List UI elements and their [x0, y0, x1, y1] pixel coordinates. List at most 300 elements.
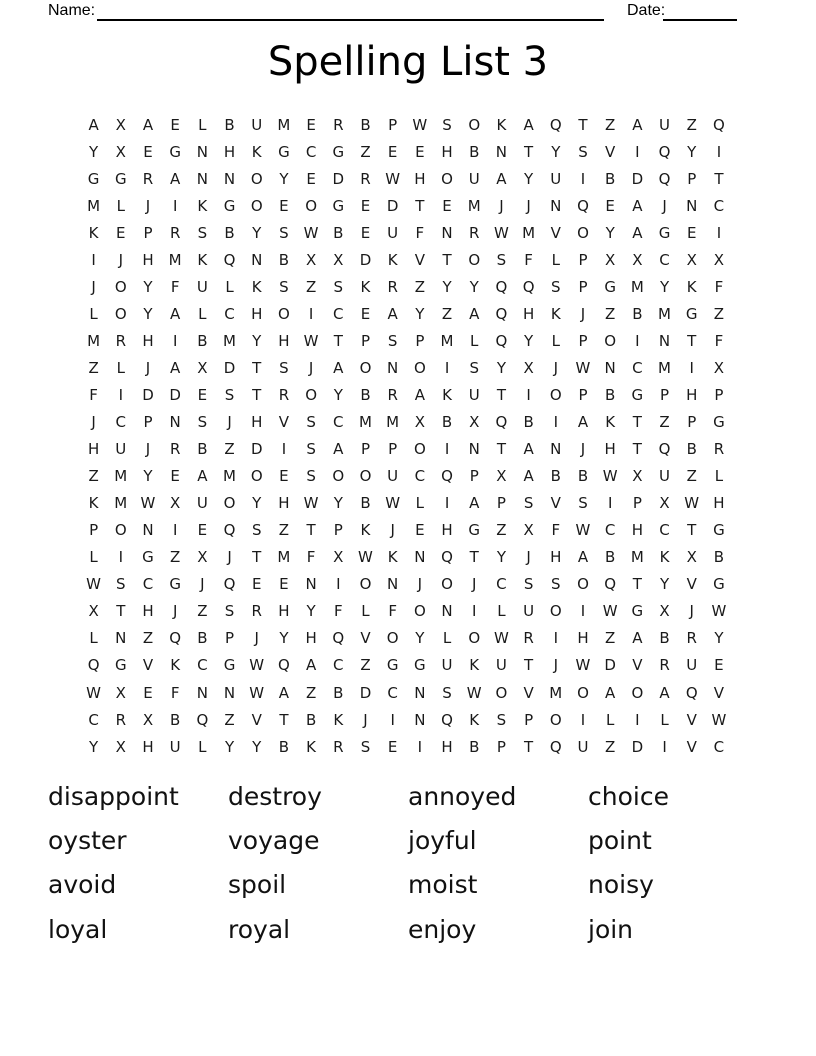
grid-letter: Z	[605, 304, 616, 323]
grid-letter: G	[87, 169, 100, 188]
grid-letter: S	[578, 142, 588, 161]
grid-letter: W	[711, 602, 727, 621]
grid-letter: J	[91, 277, 96, 296]
date-label: Date:	[627, 2, 666, 19]
grid-letter: N	[115, 629, 127, 648]
grid-letter: O	[359, 358, 372, 377]
grid-letter: N	[387, 575, 399, 594]
grid-letter: Q	[685, 683, 698, 702]
grid-letter: W	[303, 223, 319, 242]
grid-letter: W	[575, 521, 591, 540]
grid-letter: X	[115, 683, 126, 702]
grid-letter: C	[632, 358, 643, 377]
grid-letter: N	[414, 683, 426, 702]
grid-letter: E	[387, 142, 398, 161]
grid-letter: D	[332, 169, 345, 188]
grid-letter: N	[223, 683, 236, 702]
grid-letter: L	[551, 250, 560, 269]
grid-letter: Y	[687, 142, 697, 161]
grid-letter: Q	[441, 467, 453, 486]
word-list-item: choice	[588, 781, 669, 811]
grid-letter: V	[713, 683, 725, 702]
grid-letter: L	[551, 331, 560, 350]
grid-letter: K	[387, 548, 398, 567]
grid-letter: S	[523, 494, 534, 513]
grid-letter: Z	[686, 467, 697, 486]
grid-letter: W	[249, 683, 265, 702]
grid-letter: G	[414, 656, 426, 675]
grid-letter: Z	[659, 413, 670, 432]
grid-letter: I	[580, 710, 586, 729]
grid-letter: Y	[252, 223, 262, 242]
grid-letter: Z	[496, 521, 507, 540]
grid-letter: T	[415, 196, 425, 215]
grid-letter: B	[577, 467, 589, 486]
grid-letter: J	[526, 548, 531, 567]
grid-letter: A	[170, 358, 181, 377]
grid-letter: K	[469, 710, 480, 729]
grid-letter: T	[496, 440, 506, 459]
grid-letter: F	[89, 385, 98, 404]
grid-letter: B	[197, 440, 208, 459]
grid-letter: U	[659, 467, 671, 486]
grid-letter: P	[524, 710, 534, 729]
grid-letter: R	[333, 737, 344, 756]
grid-letter: T	[252, 548, 262, 567]
grid-letter: P	[578, 250, 588, 269]
grid-letter: E	[605, 196, 615, 215]
grid-letter: B	[659, 629, 670, 648]
grid-letter: E	[279, 575, 289, 594]
grid-letter: T	[252, 358, 262, 377]
grid-letter: P	[225, 629, 235, 648]
grid-letter: L	[605, 710, 615, 729]
grid-letter: F	[524, 250, 533, 269]
grid-letter: V	[278, 413, 290, 432]
grid-letter: E	[197, 385, 208, 404]
grid-letter: O	[250, 196, 263, 215]
grid-letter: W	[358, 548, 373, 567]
grid-letter: B	[333, 223, 344, 242]
grid-letter: K	[442, 385, 452, 404]
grid-letter: Y	[415, 304, 425, 323]
grid-letter: H	[142, 737, 154, 756]
grid-letter: L	[660, 710, 669, 729]
grid-letter: T	[524, 737, 534, 756]
grid-letter: G	[169, 575, 181, 594]
grid-letter: Z	[360, 142, 371, 161]
grid-letter: U	[550, 169, 562, 188]
grid-letter: U	[115, 440, 127, 459]
grid-letter: G	[223, 196, 236, 215]
grid-letter: S	[279, 223, 289, 242]
grid-letter: R	[115, 331, 126, 350]
grid-letter: M	[358, 413, 372, 432]
grid-letter: O	[577, 683, 589, 702]
grid-letter: N	[658, 331, 671, 350]
grid-letter: L	[116, 196, 125, 215]
grid-letter: I	[580, 602, 586, 621]
grid-letter: T	[306, 521, 316, 540]
grid-letter: C	[604, 521, 616, 540]
grid-letter: X	[88, 602, 99, 621]
grid-letter: Y	[306, 602, 316, 621]
grid-letter: G	[169, 142, 181, 161]
grid-letter: M	[549, 683, 563, 702]
grid-letter: D	[223, 358, 236, 377]
grid-letter: H	[713, 494, 725, 513]
grid-letter: X	[469, 413, 480, 432]
grid-letter: O	[305, 196, 317, 215]
grid-letter: B	[605, 385, 616, 404]
grid-letter: Y	[605, 223, 615, 242]
grid-letter: Z	[224, 710, 235, 729]
grid-letter: O	[577, 223, 589, 242]
word-list-item: avoid	[48, 870, 117, 900]
grid-letter: B	[197, 331, 208, 350]
grid-letter: J	[553, 656, 558, 675]
grid-letter: T	[252, 385, 262, 404]
grid-letter: Z	[605, 115, 616, 134]
grid-letter: J	[118, 250, 123, 269]
grid-letter: B	[469, 737, 480, 756]
grid-letter: A	[170, 304, 181, 323]
grid-letter: W	[385, 169, 401, 188]
grid-letter: A	[88, 115, 99, 134]
word-search-grid	[80, 111, 733, 760]
grid-letter: S	[551, 575, 561, 594]
grid-letter: N	[550, 196, 562, 215]
grid-letter: G	[604, 277, 616, 296]
grid-letter: I	[472, 602, 477, 621]
grid-letter: J	[227, 548, 232, 567]
grid-letter: T	[469, 548, 479, 567]
grid-letter: O	[332, 467, 345, 486]
grid-letter: P	[469, 467, 479, 486]
grid-letter: B	[469, 142, 480, 161]
grid-letter: I	[635, 142, 640, 161]
grid-letter: A	[523, 440, 534, 459]
grid-letter: N	[251, 250, 263, 269]
grid-letter: W	[140, 494, 156, 513]
grid-letter: B	[333, 683, 344, 702]
grid-letter: S	[116, 575, 126, 594]
grid-letter: W	[575, 656, 591, 675]
grid-letter: T	[279, 710, 289, 729]
grid-letter: D	[359, 683, 372, 702]
grid-letter: N	[686, 196, 698, 215]
grid-letter: N	[414, 548, 426, 567]
word-list-item: oyster	[48, 825, 127, 855]
grid-letter: N	[414, 710, 426, 729]
grid-letter: J	[580, 440, 586, 459]
grid-letter: B	[170, 710, 181, 729]
grid-letter: C	[333, 656, 344, 675]
grid-letter: Y	[89, 737, 99, 756]
grid-letter: N	[604, 358, 616, 377]
grid-letter: R	[387, 385, 398, 404]
grid-letter: R	[713, 440, 725, 459]
grid-letter: Y	[333, 494, 343, 513]
grid-letter: Q	[332, 629, 345, 648]
grid-letter: O	[413, 440, 426, 459]
grid-letter: P	[333, 521, 343, 540]
grid-letter: S	[279, 277, 289, 296]
grid-letter: C	[713, 196, 725, 215]
word-list-item: noisy	[588, 870, 654, 900]
grid-letter: Y	[143, 277, 153, 296]
grid-letter: Y	[279, 169, 289, 188]
grid-letter: Z	[686, 115, 697, 134]
grid-letter: P	[388, 115, 398, 134]
grid-letter: W	[711, 710, 727, 729]
grid-letter: L	[415, 494, 425, 513]
grid-letter: Y	[89, 142, 99, 161]
grid-letter: R	[360, 169, 371, 188]
grid-letter: R	[387, 277, 398, 296]
grid-letter: B	[632, 304, 643, 323]
grid-letter: Q	[713, 115, 725, 134]
grid-letter: R	[251, 602, 262, 621]
grid-letter: D	[631, 737, 644, 756]
grid-letter: B	[686, 440, 697, 459]
grid-letter: L	[198, 737, 207, 756]
grid-letter: P	[143, 413, 153, 432]
grid-letter: Y	[415, 629, 425, 648]
grid-letter: Y	[496, 548, 506, 567]
grid-letter: A	[632, 115, 643, 134]
grid-letter: A	[577, 413, 589, 432]
grid-letter: X	[197, 548, 208, 567]
grid-letter: X	[713, 358, 725, 377]
grid-letter: I	[172, 521, 178, 540]
grid-letter: O	[413, 602, 426, 621]
word-list-item: loyal	[48, 914, 108, 944]
grid-letter: T	[524, 656, 534, 675]
grid-letter: F	[170, 683, 180, 702]
grid-letter: J	[200, 575, 205, 594]
grid-letter: S	[442, 115, 452, 134]
grid-letter: O	[114, 304, 127, 323]
grid-letter: W	[303, 331, 319, 350]
grid-letter: H	[522, 304, 535, 323]
grid-letter: I	[281, 440, 287, 459]
grid-letter: X	[686, 548, 697, 567]
grid-letter: J	[227, 413, 232, 432]
grid-letter: G	[631, 385, 644, 404]
grid-letter: V	[550, 223, 561, 242]
grid-letter: R	[659, 656, 670, 675]
grid-letter: P	[578, 277, 588, 296]
word-list-item: moist	[408, 870, 478, 900]
grid-letter: M	[168, 250, 182, 269]
grid-letter: L	[89, 629, 98, 648]
grid-letter: S	[333, 277, 344, 296]
grid-letter: H	[142, 602, 154, 621]
grid-letter: Y	[442, 277, 452, 296]
grid-letter: S	[360, 737, 371, 756]
grid-letter: P	[578, 385, 588, 404]
grid-letter: Z	[605, 737, 616, 756]
grid-letter: R	[469, 223, 480, 242]
grid-letter: I	[444, 440, 450, 459]
grid-letter: A	[469, 304, 480, 323]
grid-letter: B	[224, 223, 235, 242]
grid-letter: H	[87, 440, 100, 459]
grid-letter: X	[523, 521, 534, 540]
grid-letter: A	[632, 196, 643, 215]
grid-letter: A	[577, 548, 589, 567]
word-list-item: voyage	[228, 825, 320, 855]
grid-letter: G	[332, 142, 345, 161]
grid-letter: Z	[142, 629, 154, 648]
grid-letter: A	[632, 629, 643, 648]
grid-letter: K	[360, 277, 371, 296]
grid-letter: X	[333, 548, 344, 567]
grid-letter: Y	[279, 629, 289, 648]
grid-letter: Q	[549, 737, 562, 756]
grid-letter: L	[470, 331, 479, 350]
grid-letter: N	[495, 142, 508, 161]
grid-letter: X	[333, 250, 344, 269]
page-title: Spelling List 3	[267, 39, 549, 85]
grid-letter: J	[390, 521, 395, 540]
grid-letter: X	[115, 142, 126, 161]
grid-letter: Q	[604, 575, 617, 594]
grid-letter: S	[306, 467, 316, 486]
grid-letter: D	[386, 196, 399, 215]
grid-letter: A	[278, 683, 290, 702]
grid-letter: G	[713, 413, 725, 432]
grid-letter: W	[602, 602, 618, 621]
grid-letter: B	[605, 548, 616, 567]
grid-letter: M	[87, 331, 101, 350]
grid-letter: H	[441, 737, 453, 756]
grid-letter: M	[467, 196, 481, 215]
grid-letter: U	[441, 656, 453, 675]
grid-letter: E	[116, 223, 126, 242]
grid-letter: X	[115, 737, 126, 756]
grid-letter: I	[607, 494, 613, 513]
grid-letter: C	[142, 575, 154, 594]
grid-letter: F	[714, 277, 724, 296]
grid-letter: O	[250, 169, 263, 188]
grid-letter: K	[496, 115, 507, 134]
grid-letter: T	[687, 521, 697, 540]
grid-letter: W	[493, 223, 509, 242]
grid-letter: S	[251, 521, 262, 540]
grid-letter: X	[115, 115, 126, 134]
grid-letter: G	[713, 521, 725, 540]
grid-letter: Z	[305, 277, 317, 296]
grid-letter: O	[223, 494, 236, 513]
grid-letter: Q	[577, 196, 589, 215]
grid-letter: I	[118, 548, 123, 567]
grid-letter: I	[553, 413, 558, 432]
grid-letter: A	[387, 304, 398, 323]
grid-letter: G	[658, 223, 671, 242]
grid-letter: V	[142, 656, 154, 675]
grid-letter: C	[88, 710, 99, 729]
grid-letter: M	[223, 467, 236, 486]
grid-letter: M	[658, 358, 671, 377]
grid-letter: J	[254, 629, 259, 648]
grid-letter: L	[198, 115, 207, 134]
word-list-item: point	[588, 825, 652, 855]
grid-letter: U	[468, 169, 480, 188]
grid-letter: P	[687, 413, 697, 432]
grid-letter: Q	[658, 440, 671, 459]
grid-letter: I	[580, 169, 586, 188]
grid-letter: I	[172, 331, 178, 350]
grid-letter: M	[277, 115, 291, 134]
name-fill-in-line	[97, 19, 604, 21]
grid-letter: X	[523, 358, 534, 377]
grid-letter: L	[225, 277, 234, 296]
grid-letter: K	[88, 494, 99, 513]
grid-letter: R	[333, 115, 344, 134]
grid-letter: K	[686, 277, 697, 296]
grid-letter: F	[170, 277, 180, 296]
grid-letter: Y	[524, 331, 534, 350]
word-list-item: enjoy	[408, 914, 477, 944]
grid-letter: K	[605, 413, 616, 432]
grid-letter: E	[170, 115, 180, 134]
grid-letter: I	[716, 142, 722, 161]
grid-letter: C	[197, 656, 208, 675]
grid-letter: S	[469, 358, 479, 377]
grid-letter: S	[551, 277, 561, 296]
grid-letter: A	[333, 440, 344, 459]
grid-letter: Y	[224, 737, 235, 756]
grid-letter: E	[306, 169, 316, 188]
grid-letter: B	[197, 629, 208, 648]
grid-letter: Y	[524, 169, 534, 188]
grid-letter: X	[659, 494, 670, 513]
grid-letter: Y	[659, 575, 670, 594]
grid-letter: O	[604, 331, 617, 350]
grid-letter: O	[250, 467, 263, 486]
grid-letter: K	[88, 223, 99, 242]
grid-letter: N	[142, 521, 154, 540]
grid-letter: Q	[169, 629, 182, 648]
grid-letter: J	[417, 575, 423, 594]
grid-letter: Y	[252, 494, 262, 513]
grid-letter: P	[360, 440, 370, 459]
grid-letter: A	[632, 223, 643, 242]
grid-letter: G	[223, 656, 236, 675]
grid-letter: O	[359, 467, 372, 486]
grid-letter: Y	[143, 304, 153, 323]
grid-letter: J	[526, 196, 531, 215]
grid-letter: I	[444, 494, 450, 513]
grid-letter: L	[198, 304, 207, 323]
grid-letter: R	[523, 629, 534, 648]
grid-letter: V	[686, 575, 697, 594]
grid-letter: D	[604, 656, 616, 675]
grid-letter: F	[714, 331, 724, 350]
grid-letter: C	[414, 467, 426, 486]
grid-letter: Y	[496, 358, 506, 377]
grid-letter: T	[687, 331, 697, 350]
grid-letter: V	[686, 737, 697, 756]
grid-letter: E	[143, 683, 153, 702]
grid-letter: N	[223, 169, 236, 188]
grid-letter: X	[142, 710, 154, 729]
grid-letter: U	[523, 602, 535, 621]
grid-letter: K	[387, 250, 398, 269]
grid-letter: V	[550, 494, 561, 513]
